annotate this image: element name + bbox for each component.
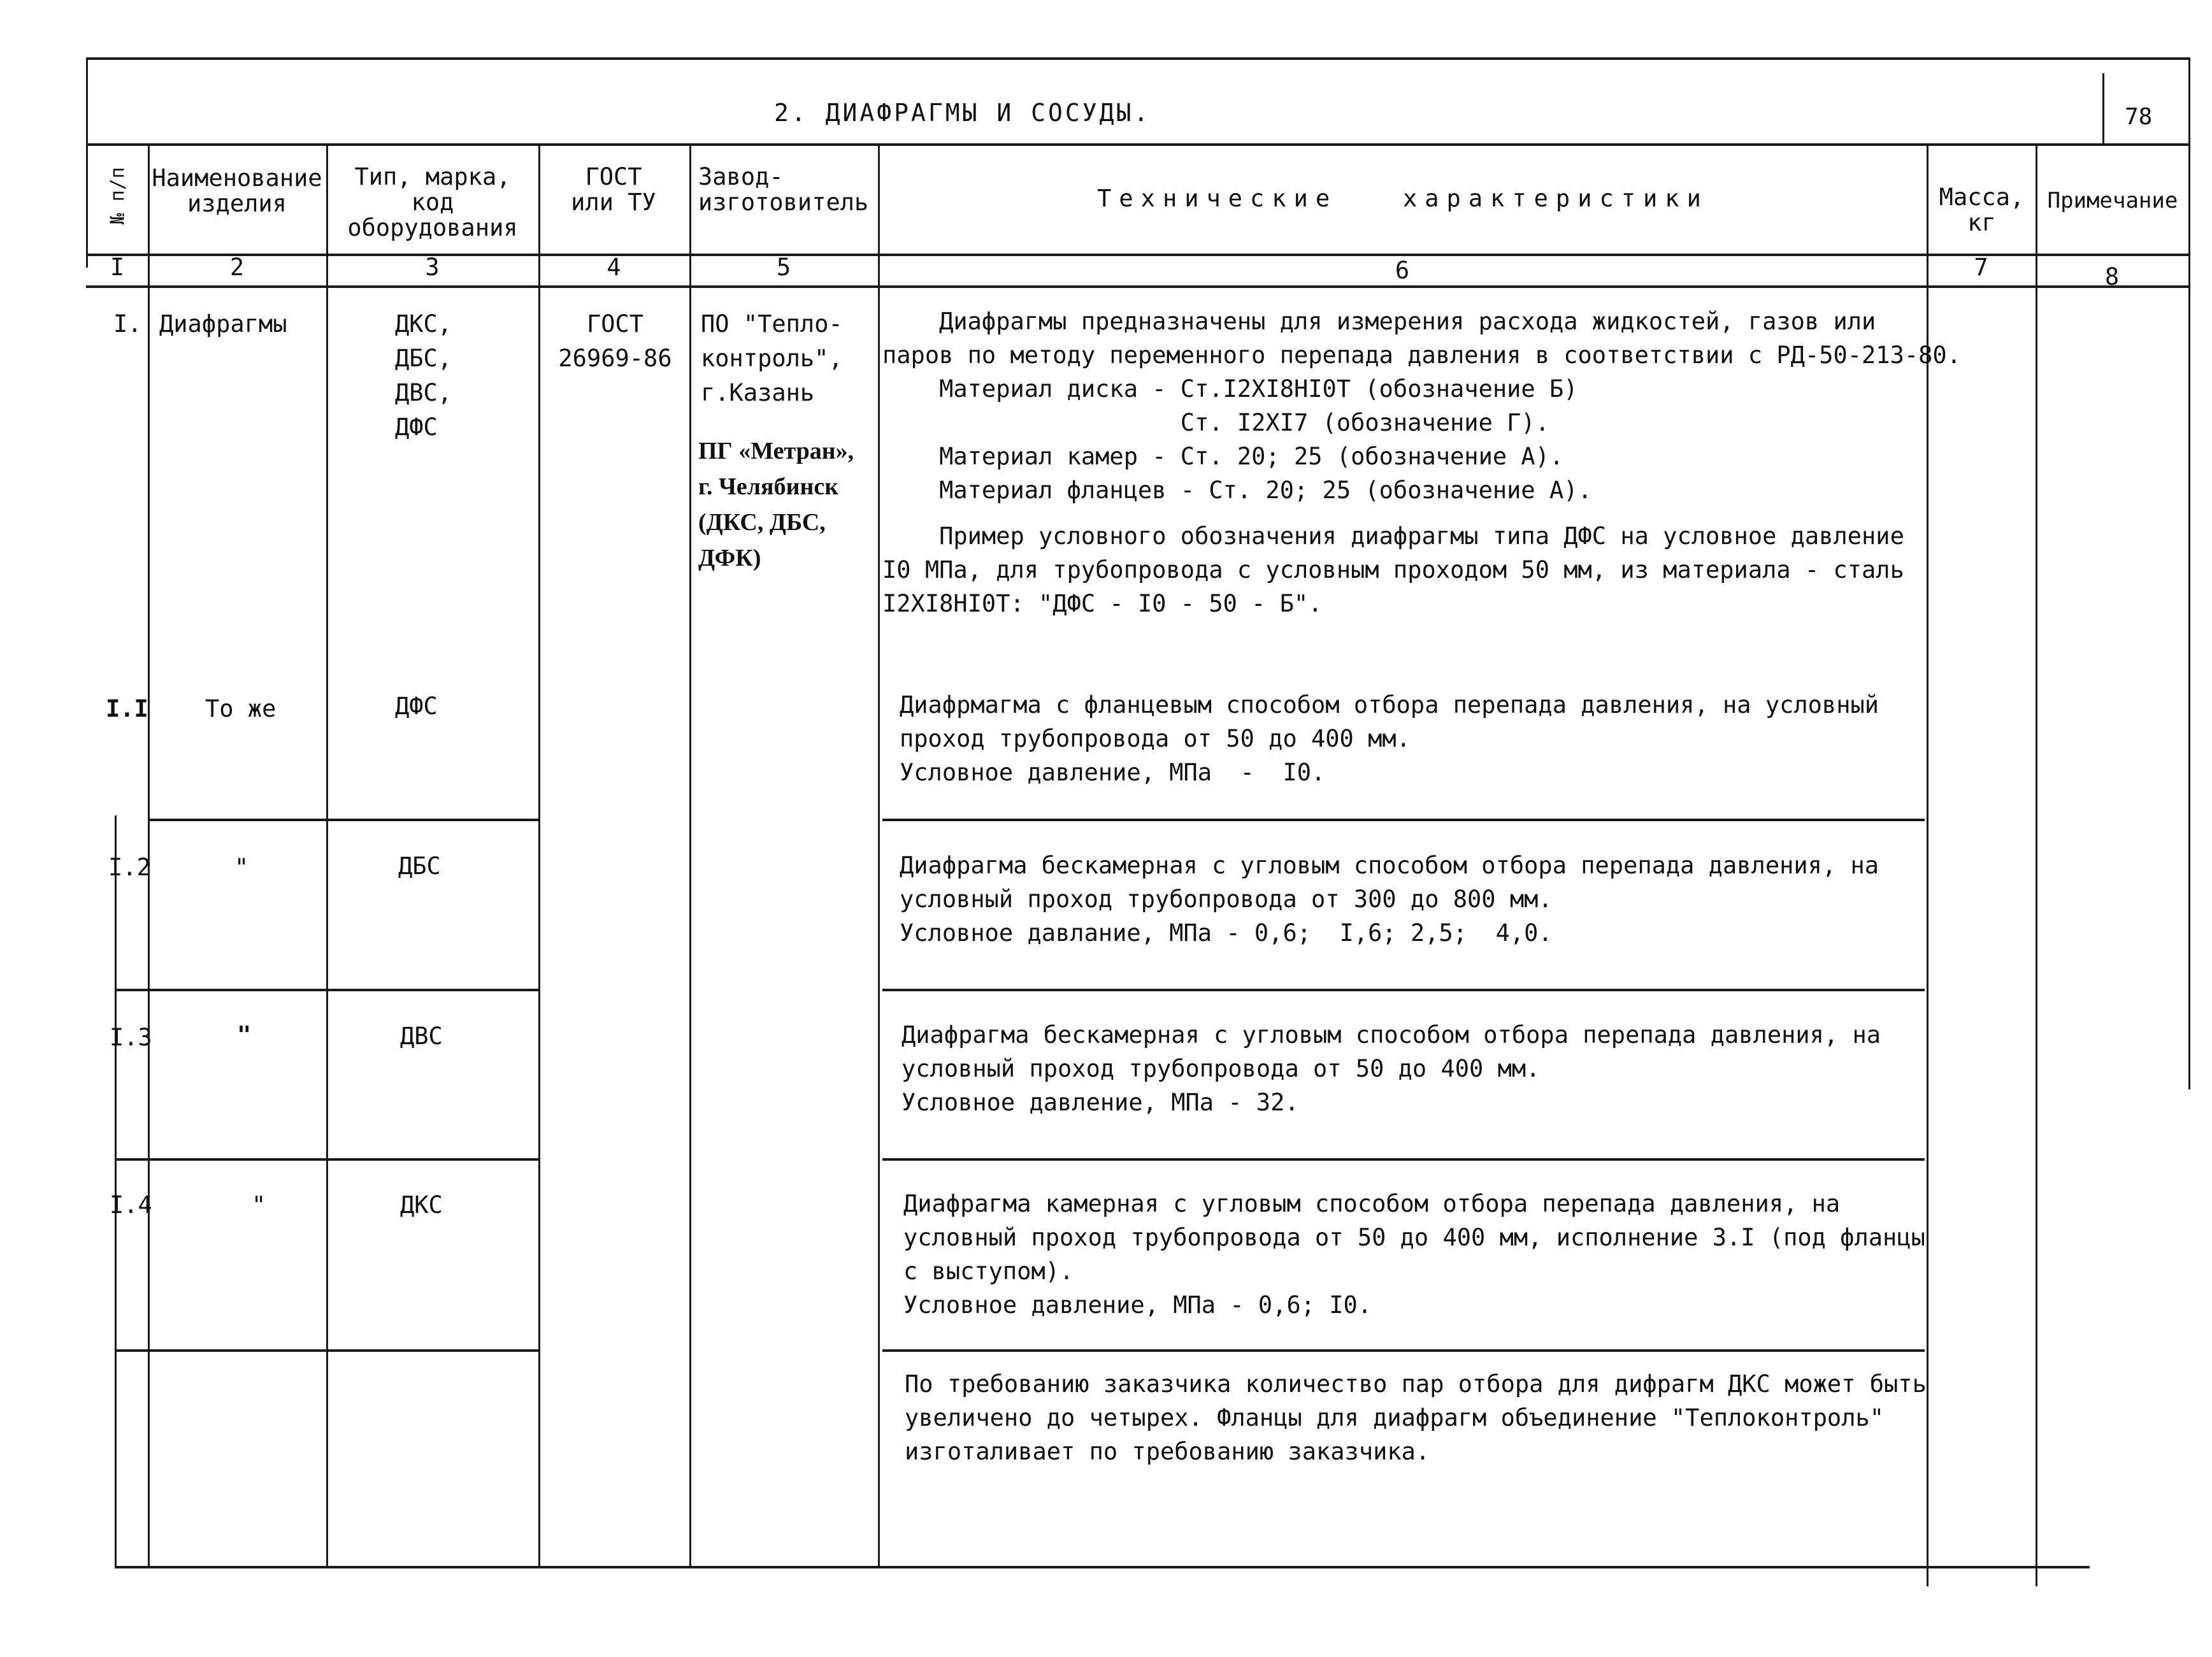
header-col3: Тип, марка, код оборудования — [347, 163, 518, 241]
note-line: изготаливает по требованию заказчика. — [905, 1438, 1430, 1465]
colnum-bottom-line — [86, 285, 2188, 288]
row2-tech-line: Условное давление, МПа - I0. — [900, 759, 1326, 786]
right-border-page-box — [2102, 73, 2104, 143]
row1-maker2: ПГ «Метран», г. Челябинск (ДКС, ДБС, ДФК) — [698, 438, 854, 571]
colnum-5: 5 — [776, 254, 791, 281]
row1-tech-line: Материал диска - Ст.I2XI8HI0T (обозначение Б) — [882, 375, 1578, 403]
page-title: 2. ДИАФРАГМЫ И СОСУДЫ. — [774, 99, 1151, 127]
row2-type: ДФС — [395, 692, 438, 720]
row4-tech-line: условный проход трубопровода от 50 до 400 мм. — [901, 1055, 1540, 1082]
row5-tech-line: Диафрагма камерная с угловым способом отбора перепада давления, на — [903, 1190, 1841, 1217]
header-top-line — [86, 143, 2188, 146]
row1-tech-line: Материал камер - Ст. 20; 25 (обозначение А). — [882, 443, 1564, 470]
row-sep-2 — [115, 989, 540, 991]
row2-name: То же — [205, 695, 276, 722]
row1-maker1: ПО "Тепло- контроль", г.Казань — [701, 310, 843, 406]
row5-type: ДКС — [400, 1191, 443, 1219]
row1-tech-line: Ст. I2XI7 (обозначение Г). — [882, 409, 1549, 436]
header-col5: Завод- изготовитель — [698, 163, 869, 216]
row2-tech-line: Диафрмагма с фланцевым способом отбора перепада давления, на условный — [900, 691, 1879, 719]
col-divider-5 — [878, 143, 880, 1567]
top-border — [86, 57, 2188, 60]
row2-tech-line: проход трубопровода от 50 до 400 мм. — [900, 725, 1411, 752]
colnum-2: 2 — [229, 254, 245, 281]
row3-tech-line: Диафрагма бескамерная с угловым способом отбора перепада давления, на — [900, 852, 1879, 879]
header-col6: Технические характеристики — [1097, 185, 1709, 212]
row5-num: I.4 — [110, 1191, 152, 1219]
colnum-6: 6 — [1395, 257, 1410, 284]
row-sep-1-tech — [882, 819, 1925, 821]
row4-num: I.3 — [110, 1024, 152, 1051]
row4-tech-line: Условное давление, МПа - 32. — [901, 1089, 1299, 1116]
row1-num: I. — [113, 310, 142, 338]
row1-gost: ГОСТ 26969-86 — [558, 310, 672, 372]
header-col7: Масса, кг — [1939, 183, 2025, 236]
note-line: увеличено до четырех. Фланцы для диафрагм объединение "Теплоконтроль" — [905, 1404, 1885, 1431]
row4-name: " — [237, 1021, 252, 1049]
col-divider-4 — [689, 143, 691, 1567]
col-divider-2 — [326, 143, 328, 1567]
header-col4: ГОСТ или ТУ — [571, 163, 656, 216]
header-col1: № п/п — [106, 167, 129, 225]
row-sep-3 — [115, 1158, 540, 1161]
header-col2: Наименование изделия — [152, 164, 322, 217]
table-bottom-line — [115, 1566, 2090, 1568]
row-sep-4-tech — [882, 1349, 1925, 1352]
row5-tech-line: условный проход трубопровода от 50 до 400 мм, исполнение 3.I (под фланцы — [903, 1224, 1925, 1251]
left-border — [86, 57, 88, 268]
colnum-3: 3 — [425, 254, 440, 281]
row5-name: " — [252, 1191, 266, 1219]
note-line: По требованию заказчика количество пар отбора для дифрагм ДКС может быть — [905, 1370, 1927, 1398]
row1-example-line: I2XI8HI0T: "ДФС - I0 - 50 - Б". — [882, 590, 1323, 617]
row-sep-3-tech — [882, 1158, 1925, 1161]
colnum-4: 4 — [607, 254, 621, 281]
row3-tech-line: Условное давлание, МПа - 0,6; I,6; 2,5; 4,0. — [900, 919, 1553, 947]
row1-tech-line: Диафрагмы предназначены для измерения расхода жидкостей, газов или — [882, 308, 1876, 335]
row4-tech-line: Диафрагма бескамерная с угловым способом отбора перепада давления, на — [901, 1021, 1881, 1049]
row1-example-line: I0 МПа, для трубопровода с условным проходом 50 мм, из материала - сталь — [882, 556, 1904, 584]
row1-tech-line: Материал фланцев - Ст. 20; 25 (обозначение А). — [882, 477, 1592, 504]
col-divider-3 — [538, 143, 540, 1567]
row3-tech-line: условный проход трубопровода от 300 до 800 мм. — [900, 886, 1553, 913]
header-col8: Примечание — [2047, 188, 2178, 213]
row5-tech-line: с выступом). — [903, 1258, 1074, 1285]
row2-num: I.I — [106, 695, 148, 722]
row3-num: I.2 — [108, 854, 151, 881]
row5-tech-line: Условное давление, МПа - 0,6; I0. — [903, 1291, 1372, 1319]
row-sep-2-tech — [882, 989, 1925, 991]
row-sep-1 — [148, 819, 540, 821]
colnum-1: I — [110, 254, 125, 281]
row1-tech-line: паров по методу переменного перепада давления в соответствии с РД-50-213-80. — [882, 341, 1961, 369]
colnum-7: 7 — [1974, 254, 1988, 281]
col-divider-7 — [2036, 143, 2037, 1586]
row1-name: Диафрагмы — [159, 310, 287, 338]
row3-type: ДБС — [398, 852, 441, 880]
row3-name: " — [234, 854, 249, 881]
page-number: 78 — [2125, 104, 2153, 130]
row-sep-4 — [115, 1349, 540, 1352]
row4-type: ДВС — [400, 1022, 443, 1050]
row1-example-line: Пример условного обозначения диафрагмы типа ДФС на условное давление — [882, 522, 1904, 550]
row1-type: ДКС, ДБС, ДВС, ДФС — [395, 310, 452, 441]
right-border — [2188, 57, 2190, 1089]
colnum-8: 8 — [2104, 263, 2120, 291]
